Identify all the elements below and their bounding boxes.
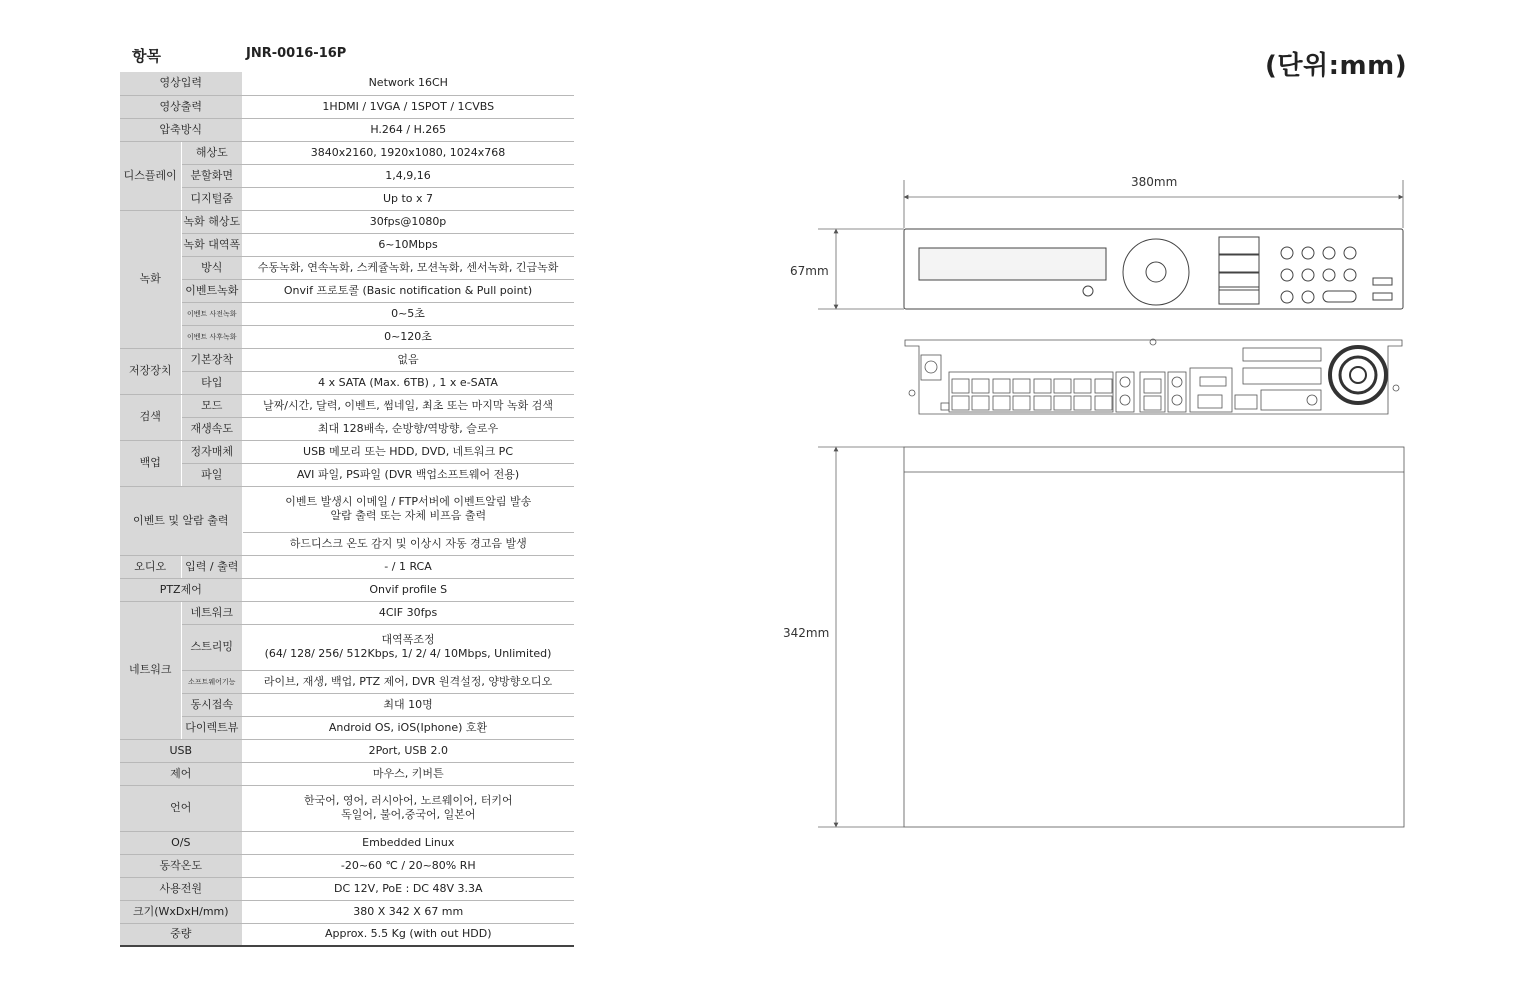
spec-value: Onvif 프로토콜 (Basic notification & Pull point) [242, 279, 574, 302]
spec-value: Network 16CH [242, 72, 574, 95]
spec-sublabel: 방식 [181, 256, 242, 279]
spec-value: 4CIF 30fps [242, 601, 574, 624]
spec-value: 날짜/시간, 달력, 이벤트, 썸네일, 최초 또는 마지막 녹화 검색 [242, 394, 574, 417]
spec-value: USB 메모리 또는 HDD, DVD, 네트워크 PC [242, 440, 574, 463]
spec-value: 1,4,9,16 [242, 164, 574, 187]
spec-label: 중량 [120, 923, 242, 946]
spec-sublabel: 파일 [181, 463, 242, 486]
front-view [904, 229, 1403, 309]
spec-sublabel: 네트워크 [181, 601, 242, 624]
spec-value: -20~60 ℃ / 20~80% RH [242, 854, 574, 877]
top-view [904, 447, 1404, 827]
item-column-label: 항목 [132, 47, 161, 65]
spec-sublabel: 녹화 해상도 [181, 210, 242, 233]
spec-label: 제어 [120, 762, 242, 785]
spec-sublabel: 녹화 대역폭 [181, 233, 242, 256]
lan-ports [952, 379, 1112, 410]
depth-dimension-label: 342mm [783, 626, 830, 640]
spec-value: 3840x2160, 1920x1080, 1024x768 [242, 141, 574, 164]
spec-value: Android OS, iOS(Iphone) 호환 [242, 716, 574, 739]
spec-sublabel: 타입 [181, 371, 242, 394]
spec-value: 최대 10명 [242, 693, 574, 716]
width-dimension-label: 380mm [1131, 175, 1178, 189]
spec-sublabel: 이벤트 사전녹화 [181, 302, 242, 325]
spec-label: USB [120, 739, 242, 762]
spec-category: 녹화 [120, 210, 181, 348]
spec-value: 0~120초 [242, 325, 574, 348]
spec-value: 최대 128배속, 순방향/역방향, 슬로우 [242, 417, 574, 440]
spec-sublabel: 분할화면 [181, 164, 242, 187]
height-dimension-label: 67mm [790, 264, 829, 278]
spec-value: Embedded Linux [242, 831, 574, 854]
spec-value-line: 이벤트 발생시 이메일 / FTP서버에 이벤트알림 발송 [285, 495, 532, 508]
spec-label: 압축방식 [120, 118, 242, 141]
spec-value: 수동녹화, 연속녹화, 스케쥴녹화, 모션녹화, 센서녹화, 긴급녹화 [242, 256, 574, 279]
spec-label: O/S [120, 831, 242, 854]
spec-value: 380 X 342 X 67 mm [242, 900, 574, 923]
height-dimension-line [818, 229, 904, 309]
spec-category: 저장장치 [120, 348, 181, 394]
unit-label: (단위:mm) [1265, 51, 1408, 81]
model-name: JNR-0016-16P [246, 46, 347, 61]
spec-value: 없음 [242, 348, 574, 371]
spec-sublabel: 해상도 [181, 141, 242, 164]
spec-sublabel: 이벤트 사후녹화 [181, 325, 242, 348]
spec-label: 동작온도 [120, 854, 242, 877]
spec-value: Onvif profile S [242, 578, 574, 601]
spec-category: 오디오 [120, 555, 181, 578]
spec-value: 하드디스크 온도 감지 및 이상시 자동 경고음 발생 [242, 532, 574, 555]
spec-value: Up to x 7 [242, 187, 574, 210]
spec-sublabel: 동시접속 [181, 693, 242, 716]
spec-category: 디스플레이 [120, 141, 181, 210]
spec-value: 2Port, USB 2.0 [242, 739, 574, 762]
spec-label: 영상출력 [120, 95, 242, 118]
spec-value: 1HDMI / 1VGA / 1SPOT / 1CVBS [242, 95, 574, 118]
spec-category: 네트워크 [120, 601, 181, 739]
spec-value: Approx. 5.5 Kg (with out HDD) [242, 923, 574, 946]
spec-label: 사용전원 [120, 877, 242, 900]
spec-value-line: (64/ 128/ 256/ 512Kbps, 1/ 2/ 4/ 10Mbps, Unlimited) [264, 647, 552, 660]
spec-sublabel: 스트리밍 [181, 624, 242, 670]
spec-value-line: 알람 출력 또는 자체 비프음 출력 [330, 509, 487, 522]
spec-value: 4 x SATA (Max. 6TB) , 1 x e-SATA [242, 371, 574, 394]
spec-value-line: 한국어, 영어, 러시아어, 노르웨이어, 터키어 [303, 794, 513, 807]
spec-value: 30fps@1080p [242, 210, 574, 233]
spec-sublabel: 정자매체 [181, 440, 242, 463]
spec-value-line: 대역폭조정 [381, 633, 435, 646]
spec-value: AVI 파일, PS파일 (DVR 백업소프트웨어 전용) [242, 463, 574, 486]
spec-sublabel: 재생속도 [181, 417, 242, 440]
spec-label: 언어 [120, 785, 242, 831]
spec-value: H.264 / H.265 [242, 118, 574, 141]
spec-category: 백업 [120, 440, 181, 486]
spec-sublabel: 입력 / 출력 [181, 555, 242, 578]
spec-category: 이벤트 및 알람 출력 [120, 486, 242, 555]
spec-label: 크기(WxDxH/mm) [120, 900, 242, 923]
depth-dimension-line [818, 447, 904, 827]
spec-value-line: 독일어, 불어,중국어, 일본어 [341, 808, 476, 821]
spec-value: 라이브, 재생, 백업, PTZ 제어, DVR 원격설정, 양방향오디오 [242, 670, 574, 693]
spec-value: 0~5초 [242, 302, 574, 325]
spec-value: 마우스, 키버튼 [242, 762, 574, 785]
spec-sublabel: 소프트웨어기능 [181, 670, 242, 693]
spec-sublabel: 이벤트녹화 [181, 279, 242, 302]
spec-sublabel: 다이렉트뷰 [181, 716, 242, 739]
spec-sublabel: 기본장착 [181, 348, 242, 371]
spec-value: - / 1 RCA [242, 555, 574, 578]
spec-value: DC 12V, PoE : DC 48V 3.3A [242, 877, 574, 900]
spec-sublabel: 디지털줌 [181, 187, 242, 210]
rear-view [905, 339, 1402, 414]
spec-category: 검색 [120, 394, 181, 440]
spec-value: 6~10Mbps [242, 233, 574, 256]
spec-label: 영상입력 [120, 72, 242, 95]
spec-sublabel: 모드 [181, 394, 242, 417]
spec-label: PTZ제어 [120, 578, 242, 601]
